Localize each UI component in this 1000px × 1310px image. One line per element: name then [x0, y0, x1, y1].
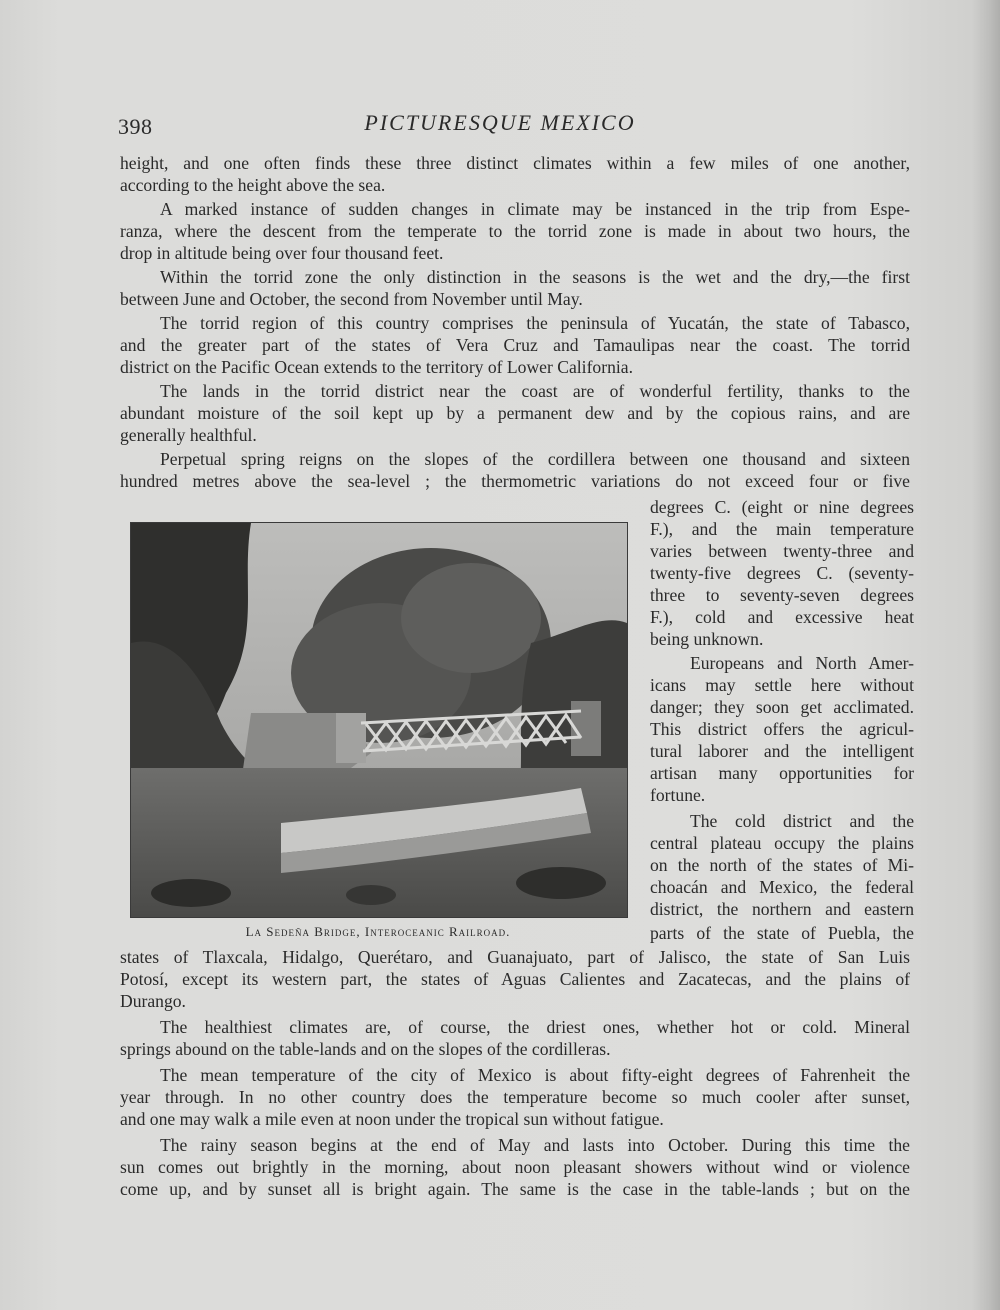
- text-line: and one may walk a mile even at noon under the tropical sun without fatigue.: [120, 1109, 664, 1129]
- side-text-line: varies between twenty-three and: [650, 541, 914, 561]
- text-line: A marked instance of sudden changes in climate may be instanced in the trip from Espe-: [160, 199, 910, 219]
- text-line: and the greater part of the states of Vera Cruz and Tamaulipas near the coast. The torrid: [120, 335, 910, 355]
- side-text-line: icans may settle here without: [650, 675, 914, 695]
- text-line: generally healthful.: [120, 425, 257, 445]
- text-line: states of Tlaxcala, Hidalgo, Querétaro, and Guanajuato, part of Jalisco, the state of San Luis: [120, 947, 910, 967]
- text-line: Potosí, except its western part, the states of Aguas Calientes and Zacatecas, and the plains of: [120, 969, 910, 989]
- bridge-photo-illustration: [131, 523, 627, 917]
- side-text-line: artisan many opportunities for: [650, 763, 914, 783]
- side-text-line: F.), and the main temperature: [650, 519, 914, 539]
- text-line: The healthiest climates are, of course, the driest ones, whether hot or cold. Mineral: [160, 1017, 910, 1037]
- text-line: abundant moisture of the soil kept up by a permanent dew and by the copious rains, and are: [120, 403, 910, 423]
- side-text-line: danger; they soon get acclimated.: [650, 697, 914, 717]
- text-line: The torrid region of this country comprises the peninsula of Yucatán, the state of Tabasco,: [160, 313, 910, 333]
- bridge-photograph: [130, 522, 628, 918]
- page-number: 398: [118, 114, 153, 139]
- text-line: Within the torrid zone the only distinction in the seasons is the wet and the dry,—the first: [160, 267, 910, 287]
- side-text-line: fortune.: [650, 785, 706, 805]
- text-line: The mean temperature of the city of Mexico is about fifty-eight degrees of Fahrenheit the: [160, 1065, 910, 1085]
- text-line: The lands in the torrid district near the coast are of wonderful fertility, thanks to the: [160, 381, 910, 401]
- side-text-line: degrees C. (eight or nine degrees: [650, 497, 914, 517]
- text-line: Perpetual spring reigns on the slopes of the cordillera between one thousand and sixteen: [160, 449, 910, 469]
- text-line: between June and October, the second from November until May.: [120, 289, 583, 309]
- text-line: according to the height above the sea.: [120, 175, 386, 195]
- running-title: PICTURESQUE MEXICO: [364, 110, 636, 135]
- text-line: height, and one often finds these three distinct climates within a few miles of one another,: [120, 153, 910, 173]
- text-line: The rainy season begins at the end of May and lasts into October. During this time the: [160, 1135, 910, 1155]
- text-line: sun comes out brightly in the morning, about noon pleasant showers without wind or violence: [120, 1157, 910, 1177]
- side-text-line: choacán and Mexico, the federal: [650, 877, 914, 897]
- side-text-line: F.), cold and excessive heat: [650, 607, 914, 627]
- page-edge-shadow: [972, 0, 1000, 1310]
- side-text-line: district, the northern and eastern: [650, 899, 914, 919]
- side-text-line: twenty-five degrees C. (seventy-: [650, 563, 914, 583]
- side-text-line: three to seventy-seven degrees: [650, 585, 914, 605]
- text-line: district on the Pacific Ocean extends to the territory of Lower California.: [120, 357, 633, 377]
- text-line: Durango.: [120, 991, 186, 1011]
- side-text-line: Europeans and North Amer-: [690, 653, 914, 673]
- text-line: come up, and by sunset all is bright again. The same is the case in the table-lands ; but on the: [120, 1179, 910, 1199]
- side-text-line: central plateau occupy the plains: [650, 833, 914, 853]
- side-text-line: on the north of the states of Mi-: [650, 855, 914, 875]
- text-line: ranza, where the descent from the temperate to the torrid zone is made in about two hours, the: [120, 221, 910, 241]
- text-line: hundred metres above the sea-level ; the thermometric variations do not exceed four or five: [120, 471, 910, 491]
- side-text-line: being unknown.: [650, 629, 764, 649]
- figure-caption: La Sedeña Bridge, Interoceanic Railroad.: [245, 924, 511, 939]
- side-text-line: tural laborer and the intelligent: [650, 741, 914, 761]
- text-line: springs abound on the table-lands and on the slopes of the cordilleras.: [120, 1039, 611, 1059]
- text-line: year through. In no other country does the temperature become so much cooler after sunset,: [120, 1087, 910, 1107]
- side-text-line: parts of the state of Puebla, the: [650, 923, 914, 943]
- side-text-line: This district offers the agricul-: [650, 719, 914, 739]
- side-text-line: The cold district and the: [690, 811, 914, 831]
- text-line: drop in altitude being over four thousand feet.: [120, 243, 444, 263]
